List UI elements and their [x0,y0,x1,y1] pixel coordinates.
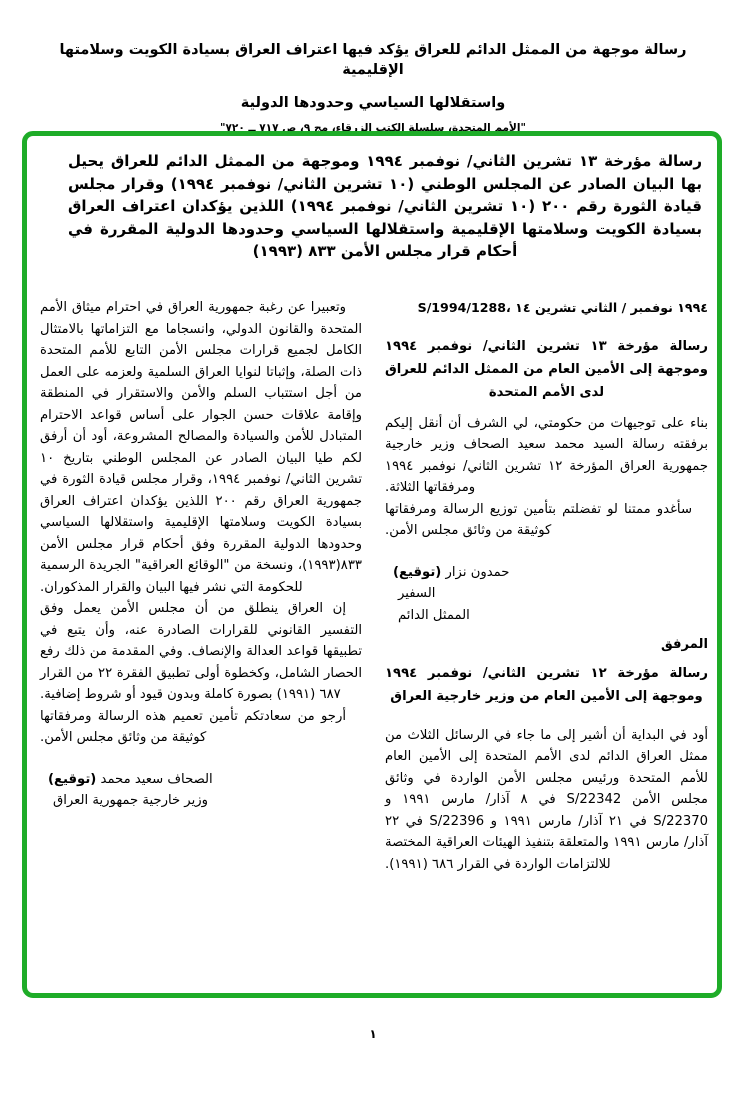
page-title-line1: رسالة موجهة من الممثل الدائم للعراق يؤكد فيها اعتراف العراق بسيادة الكويت وسلامتها الإقليمية [59,42,687,78]
enclosure-paragraph-4: أرجو من سعادتكم تأمين تعميم هذه الرسالة ومرفقاتها كوثيقة من وثائق مجلس الأمن. [40,708,346,745]
signature-block-hamdoon [385,562,708,627]
title-block [0,40,746,134]
source-citation: "الأمم المتحدة، سلسلة الكتب الزرقاء، مج ٩، ص ٧١٧ ــ ٧٢٠" [220,122,526,134]
signature-label: (توقيع) [48,771,97,787]
page-title-line2: واستقلالها السياسي وحدودها الدولية [240,95,506,111]
signature-line [393,562,708,584]
signature-name: محمد سعيد الصحاف [100,771,213,787]
column-left [40,297,362,812]
doc-symbol-date-line: S/1994/1288، ١٤ تشرين الثاني / نوفمبر ١٩٩٤ [417,300,708,315]
enclosure-paragraph-3: إن العراق ينطلق من أن مجلس الأمن يعمل وفق التفسير القانوني للقرارات الصادرة عنه، وأن يتبع في تطبيقها قواعد العدالة والإنصاف. وفي المقدمة من ذلك رفع الحصار الشامل، وكخطوة أولى تطبيق الفقرة ٢٢ من القرار ٦٨٧ (١٩٩١) بصورة كاملة وبدون قيود أو شروط إضافية. [40,601,362,702]
intro-summary-paragraph: رسالة مؤرخة ١٣ تشرين الثاني/ نوفمبر ١٩٩٤ وموجهة من الممثل الدائم للعراق يحيل بها البيان الصادر عن المجلس الوطني (١٠ تشرين الثاني/ نوفمبر ١٩٩٤) وقرار مجلس قيادة الثورة رقم ٢٠٠ (١٠ تشرين الثاني/ نوفمبر ١٩٩٤) اللذين يؤكدان اعتراف العراق بسيادة الكويت وسلامتها الإقليمية واستقلالها السياسي وحدودها الدولية المقررة في أحكام قرار مجلس الأمن ٨٣٣ (١٩٩٣) [68,152,703,260]
signature-title-foreign-minister: وزير خارجية جمهورية العراق [53,793,208,808]
signature-block-sahhaf [40,769,362,812]
letter-paragraph-2: سأغدو ممتنا لو تفضلتم بتأمين توزيع الرسالة ومرفقاتها كوثيقة من وثائق مجلس الأمن. [385,501,692,538]
page-number: ١ [369,1027,377,1041]
enclosure-heading: رسالة مؤرخة ١٢ تشرين الثاني/ نوفمبر ١٩٩٤ وموجهة إلى الأمين العام من وزير خارجية العراق [385,665,708,704]
enclosure-paragraph-2: وتعبيرا عن رغبة جمهورية العراق في احترام ميثاق الأمم المتحدة والقانون الدولي، وانسجاما مع التزاماتها بالامتثال الكامل لجميع قرارات مجلس الأمن التابع للأمم المتحدة ذات الصلة، وإثباتا لنوايا العراق السلمية ولعزمه على العمل من أجل استتباب السلم والأمن والاستقرار في المنطقة وإقامة علاقات حسن الجوار على أساس قواعد الاحترام المتبادل للأمن والسيادة والمصالح المشروعة، أود أن أرفق لكم طيا البيان الصادر عن المجلس الوطني بتاريخ ١٠ تشرين الثاني/ نوفمبر ١٩٩٤، وقرار مجلس قيادة الثورة في جمهورية العراق رقم ٢٠٠ اللذين يؤكدان اعتراف العراق بسيادة الكويت وسلامتها الإقليمية واستقلالها السياسي وحدودها الدولية المقررة وفق أحكام قرار مجلس الأمن ٨٣٣(١٩٩٣)، ونسخة من "الوقائع العراقية" الجريدة الرسمية للحكومة التي نشر فيها البيان والقرار المذكوران. [40,300,362,595]
signature-line [48,769,362,791]
letter-heading: رسالة مؤرخة ١٣ تشرين الثاني/ نوفمبر ١٩٩٤ وموجهة إلى الأمين العام من الممثل الدائم للعراق لدى الأمم المتحدة [385,338,708,400]
signature-title-ambassador: السفير [398,586,436,601]
signature-title-permanent-representative: الممثل الدائم [398,607,470,623]
enclosure-paragraph-1: أود في البداية أن أشير إلى ما جاء في الرسائل الثلاث من ممثل العراق الدائم لدى الأمم المتحدة إلى الأمين العام للأمم المتحدة ورئيس مجلس الأمن الواردة في وثائق مجلس الأمن S/22342 في ٨ آذار/ مارس ١٩٩١ و S/22370 في ٢١ آذار/ مارس ١٩٩١ و S/22396 في ٢٢ آذار/ مارس ١٩٩١ والمتعلقة بتنفيذ الهيئات العراقية المختصة للالتزامات الواردة في القرار ٦٨٦ (١٩٩١). [385,727,709,872]
letter-paragraph-1: بناء على توجيهات من حكومتي، لي الشرف أن أنقل إليكم برفقته رسالة السيد محمد سعيد الصحاف وزير خارجية جمهورية العراق المؤرخة ١٢ تشرين الثاني/ نوفمبر ١٩٩٤ ومرفقاتها الثلاثة. [385,415,709,495]
enclosure-label: المرفق [660,637,708,652]
signature-name: نزار حمدون [445,564,510,580]
signature-label: (توقيع) [393,564,442,580]
spacer [385,717,708,725]
column-right [385,297,708,875]
